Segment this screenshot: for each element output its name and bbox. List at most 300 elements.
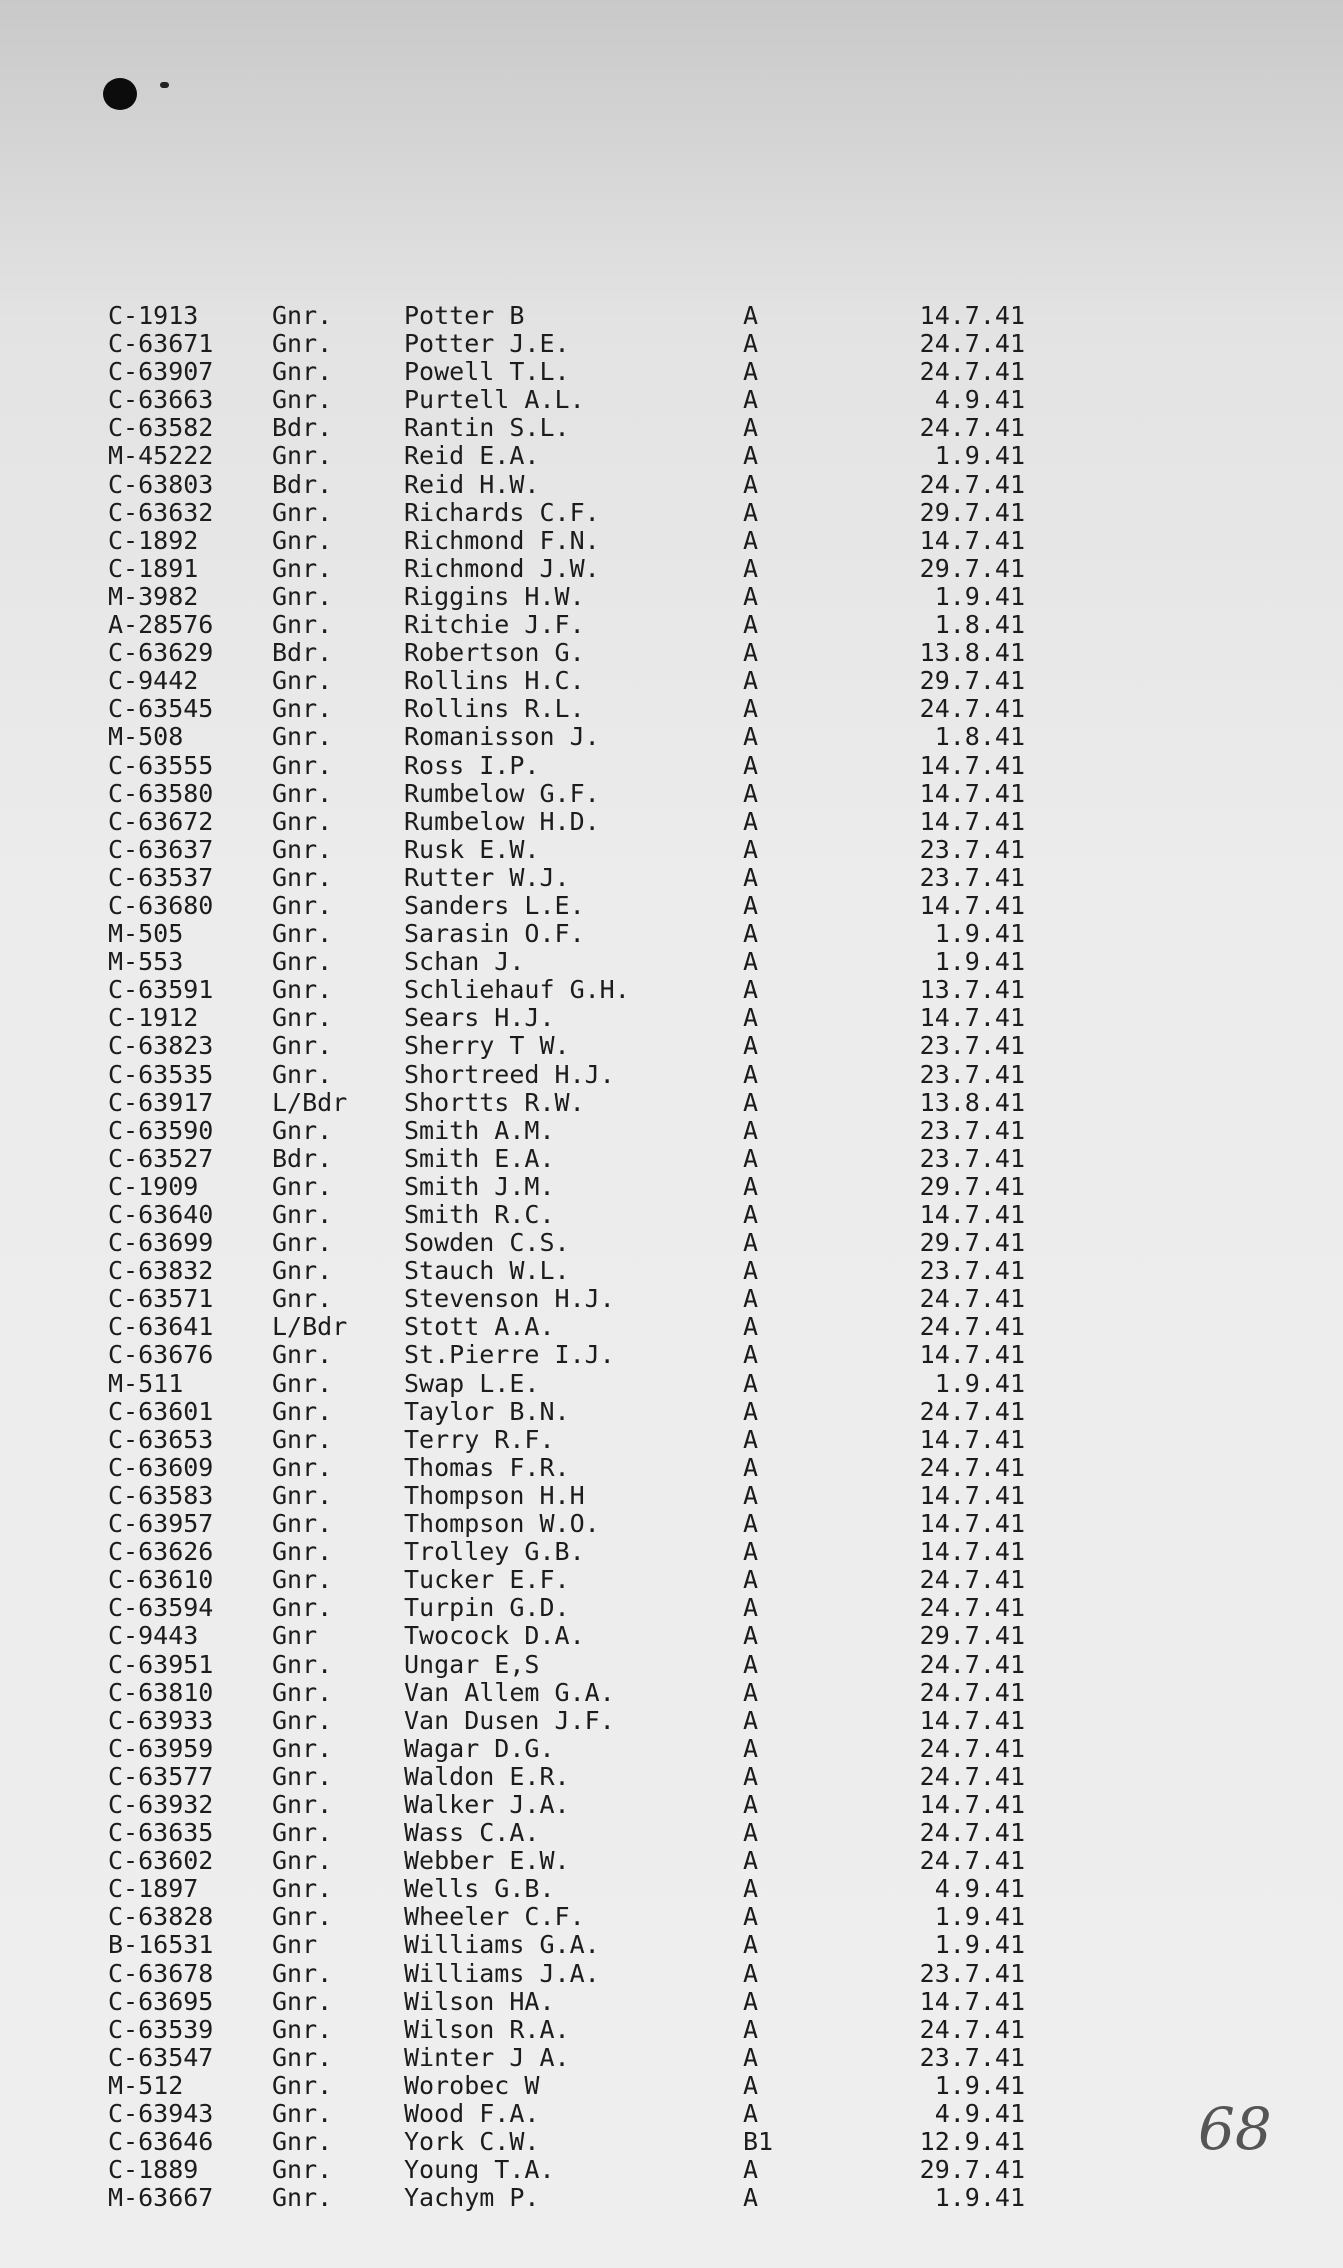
rank: Gnr. [272, 329, 333, 359]
table-row [0, 920, 1343, 948]
rank: Gnr. [272, 1171, 333, 1201]
service-number: C-9442 [108, 666, 199, 696]
service-number: M-45222 [108, 441, 214, 471]
table-row [0, 752, 1343, 780]
table-row [0, 864, 1343, 892]
table-row [0, 2128, 1343, 2156]
table-row [0, 892, 1343, 920]
rank: Gnr. [272, 862, 333, 892]
service-number: C-63601 [108, 1396, 214, 1426]
soldier-name: Sherry T W. [404, 1031, 570, 1061]
soldier-name: Tucker E.F. [404, 1565, 570, 1595]
date: 24.7.41 [919, 357, 1025, 387]
soldier-name: Richards C.F. [404, 497, 600, 527]
service-number: C-63699 [108, 1228, 214, 1258]
rank: Gnr. [272, 778, 333, 808]
soldier-name: Rumbelow H.D. [404, 806, 600, 836]
soldier-name: Sarasin O.F. [404, 919, 585, 949]
date: 29.7.41 [919, 666, 1025, 696]
soldier-name: Turpin G.D. [404, 1593, 570, 1623]
table-row [0, 1735, 1343, 1763]
status-code: A [743, 1509, 759, 1539]
service-number: C-63917 [108, 1087, 214, 1117]
table-row [0, 2100, 1343, 2128]
table-row [0, 1285, 1343, 1313]
date: 14.7.41 [919, 1340, 1025, 1370]
status-code: A [743, 553, 759, 583]
date: 14.7.41 [919, 1509, 1025, 1539]
rank: Gnr. [272, 666, 333, 696]
service-number: C-63823 [108, 1031, 214, 1061]
service-number: C-63907 [108, 357, 214, 387]
date: 23.7.41 [919, 1256, 1025, 1286]
date: 24.7.41 [919, 1312, 1025, 1342]
soldier-name: Reid E.A. [404, 441, 540, 471]
table-row [0, 695, 1343, 723]
date: 24.7.41 [919, 1818, 1025, 1848]
rank: Gnr. [272, 834, 333, 864]
service-number: C-63594 [108, 1593, 214, 1623]
table-row [0, 499, 1343, 527]
rank: Gnr. [272, 1228, 333, 1258]
service-number: C-63539 [108, 2014, 214, 2044]
table-row [0, 583, 1343, 611]
date: 13.8.41 [919, 638, 1025, 668]
status-code: A [743, 862, 759, 892]
table-row [0, 948, 1343, 976]
status-code: A [743, 1368, 759, 1398]
service-number: M-63667 [108, 2183, 214, 2213]
status-code: A [743, 301, 759, 330]
date: 23.7.41 [919, 1115, 1025, 1145]
service-number: C-63663 [108, 385, 214, 415]
rank: Gnr. [272, 1565, 333, 1595]
rank: Gnr [272, 1621, 318, 1651]
table-row [0, 1117, 1343, 1145]
rank: Gnr. [272, 2183, 333, 2213]
soldier-name: Swap L.E. [404, 1368, 540, 1398]
rank: Bdr. [272, 469, 333, 499]
table-row [0, 1313, 1343, 1341]
soldier-name: Richmond F.N. [404, 525, 600, 555]
service-number: C-1892 [108, 525, 199, 555]
status-code: A [743, 2155, 759, 2185]
date: 29.7.41 [919, 553, 1025, 583]
status-code: A [743, 1621, 759, 1651]
status-code: A [743, 1003, 759, 1033]
table-row [0, 780, 1343, 808]
date: 4.9.41 [934, 385, 1025, 415]
table-row [0, 386, 1343, 414]
rank: Gnr. [272, 301, 333, 330]
service-number: C-1909 [108, 1171, 199, 1201]
date: 24.7.41 [919, 2014, 1025, 2044]
service-number: C-63577 [108, 1761, 214, 1791]
table-row [0, 1847, 1343, 1875]
service-number: C-63571 [108, 1284, 214, 1314]
rank: Gnr. [272, 1733, 333, 1763]
table-row [0, 1173, 1343, 1201]
date: 23.7.41 [919, 1059, 1025, 1089]
soldier-name: Reid H.W. [404, 469, 540, 499]
date: 24.7.41 [919, 413, 1025, 443]
rank: Gnr. [272, 1705, 333, 1735]
table-row [0, 1004, 1343, 1032]
soldier-name: Walker J.A. [404, 1789, 570, 1819]
date: 13.7.41 [919, 975, 1025, 1005]
rank: Gnr. [272, 525, 333, 555]
table-row [0, 1819, 1343, 1847]
date: 24.7.41 [919, 1593, 1025, 1623]
soldier-name: Stevenson H.J. [404, 1284, 615, 1314]
table-row [0, 1566, 1343, 1594]
table-row [0, 2016, 1343, 2044]
table-row [0, 1707, 1343, 1735]
date: 1.9.41 [934, 581, 1025, 611]
service-number: C-63626 [108, 1537, 214, 1567]
rank: Bdr. [272, 638, 333, 668]
status-code: A [743, 1452, 759, 1482]
soldier-name: Webber E.W. [404, 1846, 570, 1876]
service-number: C-63590 [108, 1115, 214, 1145]
date: 24.7.41 [919, 329, 1025, 359]
rank: Gnr. [272, 1256, 333, 1286]
table-row [0, 2156, 1343, 2184]
table-row [0, 2184, 1343, 2212]
date: 29.7.41 [919, 1171, 1025, 1201]
table-row [0, 1960, 1343, 1988]
soldier-name: Schan J. [404, 947, 525, 977]
status-code: A [743, 1031, 759, 1061]
soldier-name: Wheeler C.F. [404, 1902, 585, 1932]
status-code: A [743, 919, 759, 949]
date: 24.7.41 [919, 1396, 1025, 1426]
service-number: C-63610 [108, 1565, 214, 1595]
date: 4.9.41 [934, 2099, 1025, 2128]
status-code: A [743, 469, 759, 499]
table-row [0, 302, 1343, 330]
status-code: A [743, 806, 759, 836]
date: 29.7.41 [919, 1621, 1025, 1651]
date: 24.7.41 [919, 1733, 1025, 1763]
service-number: M-553 [108, 947, 184, 977]
table-row [0, 1988, 1343, 2016]
service-number: C-1897 [108, 1874, 199, 1904]
status-code: A [743, 1087, 759, 1117]
table-row [0, 527, 1343, 555]
service-number: C-63555 [108, 750, 214, 780]
rank: Gnr. [272, 1818, 333, 1848]
date: 24.7.41 [919, 469, 1025, 499]
rank: Gnr. [272, 1537, 333, 1567]
rank: L/Bdr [272, 1312, 348, 1342]
table-row [0, 471, 1343, 499]
status-code: A [743, 1200, 759, 1229]
rank: Gnr. [272, 357, 333, 387]
punch-hole-mark [103, 78, 137, 110]
date: 1.9.41 [934, 1902, 1025, 1932]
soldier-name: Smith J.M. [404, 1171, 555, 1201]
rank: Gnr. [272, 1200, 333, 1229]
soldier-name: Terry R.F. [404, 1424, 555, 1454]
soldier-name: Robertson G. [404, 638, 585, 668]
date: 23.7.41 [919, 2042, 1025, 2072]
status-code: A [743, 2099, 759, 2128]
rank: Gnr. [272, 1396, 333, 1426]
status-code: A [743, 1396, 759, 1426]
soldier-name: Wood F.A. [404, 2099, 540, 2128]
status-code: A [743, 1733, 759, 1763]
soldier-name: Wass C.A. [404, 1818, 540, 1848]
status-code: A [743, 694, 759, 724]
rank: Gnr. [272, 1003, 333, 1033]
soldier-name: Williams G.A. [404, 1930, 600, 1960]
date: 14.7.41 [919, 1003, 1025, 1033]
service-number: C-63951 [108, 1649, 214, 1679]
soldier-name: Van Dusen J.F. [404, 1705, 615, 1735]
status-code: A [743, 947, 759, 977]
service-number: C-63609 [108, 1452, 214, 1482]
service-number: C-63653 [108, 1424, 214, 1454]
date: 24.7.41 [919, 1677, 1025, 1707]
status-code: A [743, 1565, 759, 1595]
soldier-name: Ritchie J.F. [404, 610, 585, 640]
date: 23.7.41 [919, 1958, 1025, 1988]
status-code: A [743, 834, 759, 864]
date: 1.9.41 [934, 919, 1025, 949]
service-number: C-1891 [108, 553, 199, 583]
soldier-name: Twocock D.A. [404, 1621, 585, 1651]
table-row [0, 414, 1343, 442]
soldier-name: Sowden C.S. [404, 1228, 570, 1258]
status-code: A [743, 1284, 759, 1314]
rank: Gnr. [272, 497, 333, 527]
soldier-name: Worobec W [404, 2070, 540, 2100]
service-number: C-9443 [108, 1621, 199, 1651]
rank: Bdr. [272, 1143, 333, 1173]
service-number: C-63545 [108, 694, 214, 724]
status-code: A [743, 1115, 759, 1145]
rank: Gnr. [272, 1902, 333, 1932]
date: 29.7.41 [919, 497, 1025, 527]
soldier-name: Rollins H.C. [404, 666, 585, 696]
date: 4.9.41 [934, 1874, 1025, 1904]
rank: Gnr. [272, 2042, 333, 2072]
table-row [0, 611, 1343, 639]
table-row [0, 1651, 1343, 1679]
service-number: C-63547 [108, 2042, 214, 2072]
date: 1.9.41 [934, 947, 1025, 977]
date: 14.7.41 [919, 750, 1025, 780]
table-row [0, 1229, 1343, 1257]
soldier-name: Stauch W.L. [404, 1256, 570, 1286]
status-code: A [743, 1480, 759, 1510]
date: 14.7.41 [919, 1789, 1025, 1819]
soldier-name: Wilson R.A. [404, 2014, 570, 2044]
status-code: A [743, 441, 759, 471]
service-number: C-1889 [108, 2155, 199, 2185]
table-row [0, 1089, 1343, 1117]
rank: Gnr. [272, 1846, 333, 1876]
service-number: C-63943 [108, 2099, 214, 2128]
rank: Gnr. [272, 1284, 333, 1314]
rank: Gnr. [272, 1958, 333, 1988]
date: 14.7.41 [919, 806, 1025, 836]
service-number: M-511 [108, 1368, 184, 1398]
rank: Gnr. [272, 947, 333, 977]
table-row [0, 1903, 1343, 1931]
rank: Gnr. [272, 722, 333, 752]
status-code: A [743, 890, 759, 920]
service-number: C-63680 [108, 890, 214, 920]
rank: Gnr. [272, 1340, 333, 1370]
rank: Gnr. [272, 919, 333, 949]
table-row [0, 555, 1343, 583]
date: 1.8.41 [934, 722, 1025, 752]
rank: Gnr. [272, 581, 333, 611]
status-code: A [743, 1874, 759, 1904]
table-row [0, 1763, 1343, 1791]
table-row [0, 639, 1343, 667]
status-code: A [743, 1228, 759, 1258]
soldier-name: Potter J.E. [404, 329, 570, 359]
soldier-name: York C.W. [404, 2127, 540, 2157]
rank: Gnr. [272, 1031, 333, 1061]
date: 24.7.41 [919, 694, 1025, 724]
soldier-name: Potter B [404, 301, 525, 330]
rank: Gnr. [272, 553, 333, 583]
status-code: A [743, 638, 759, 668]
rank: Gnr. [272, 1368, 333, 1398]
status-code: A [743, 1761, 759, 1791]
table-row [0, 330, 1343, 358]
status-code: A [743, 1705, 759, 1735]
date: 14.7.41 [919, 1537, 1025, 1567]
date: 24.7.41 [919, 1761, 1025, 1791]
rank: Gnr. [272, 750, 333, 780]
status-code: A [743, 357, 759, 387]
table-row [0, 976, 1343, 1004]
status-code: A [743, 2014, 759, 2044]
soldier-name: Wagar D.G. [404, 1733, 555, 1763]
soldier-name: Trolley G.B. [404, 1537, 585, 1567]
status-code: A [743, 610, 759, 640]
date: 23.7.41 [919, 1143, 1025, 1173]
table-row [0, 1622, 1343, 1650]
ink-speck [160, 82, 169, 88]
soldier-name: Winter J A. [404, 2042, 570, 2072]
status-code: A [743, 1846, 759, 1876]
service-number: C-63932 [108, 1789, 214, 1819]
status-code: A [743, 1677, 759, 1707]
status-code: A [743, 1986, 759, 2016]
service-number: B-16531 [108, 1930, 214, 1960]
soldier-name: Wilson HA. [404, 1986, 555, 2016]
soldier-name: Richmond J.W. [404, 553, 600, 583]
page-number: 68 [1198, 2095, 1272, 2163]
status-code: A [743, 1256, 759, 1286]
soldier-name: Shortts R.W. [404, 1087, 585, 1117]
rank: Gnr. [272, 1424, 333, 1454]
soldier-name: Sears H.J. [404, 1003, 555, 1033]
table-row [0, 667, 1343, 695]
soldier-name: Thompson H.H [404, 1480, 585, 1510]
date: 14.7.41 [919, 1986, 1025, 2016]
date: 23.7.41 [919, 1031, 1025, 1061]
table-row [0, 1679, 1343, 1707]
status-code: A [743, 1593, 759, 1623]
table-row [0, 358, 1343, 386]
table-row [0, 1510, 1343, 1538]
status-code: A [743, 1902, 759, 1932]
status-code: B1 [743, 2127, 774, 2157]
service-number: M-3982 [108, 581, 199, 611]
status-code: A [743, 2070, 759, 2100]
table-row [0, 1032, 1343, 1060]
rank: Gnr. [272, 806, 333, 836]
table-row [0, 1538, 1343, 1566]
status-code: A [743, 2183, 759, 2213]
rank: Gnr. [272, 2014, 333, 2044]
soldier-name: Smith E.A. [404, 1143, 555, 1173]
date: 14.7.41 [919, 1705, 1025, 1735]
status-code: A [743, 778, 759, 808]
soldier-name: Schliehauf G.H. [404, 975, 630, 1005]
soldier-name: Romanisson J. [404, 722, 600, 752]
service-number: C-63527 [108, 1143, 214, 1173]
status-code: A [743, 1537, 759, 1567]
soldier-name: Smith A.M. [404, 1115, 555, 1145]
service-number: C-63803 [108, 469, 214, 499]
date: 23.7.41 [919, 834, 1025, 864]
service-number: C-63695 [108, 1986, 214, 2016]
service-number: C-63582 [108, 413, 214, 443]
date: 29.7.41 [919, 2155, 1025, 2185]
soldier-name: Waldon E.R. [404, 1761, 570, 1791]
rank: Gnr. [272, 1115, 333, 1145]
service-number: C-63637 [108, 834, 214, 864]
rank: Gnr. [272, 385, 333, 415]
status-code: A [743, 1958, 759, 1988]
status-code: A [743, 750, 759, 780]
status-code: A [743, 666, 759, 696]
status-code: A [743, 329, 759, 359]
table-row [0, 1398, 1343, 1426]
date: 24.7.41 [919, 1284, 1025, 1314]
service-number: A-28576 [108, 610, 214, 640]
personnel-roster [0, 302, 1343, 2212]
date: 14.7.41 [919, 1480, 1025, 1510]
rank: Gnr. [272, 2155, 333, 2185]
date: 13.8.41 [919, 1087, 1025, 1117]
table-row [0, 1482, 1343, 1510]
status-code: A [743, 1059, 759, 1089]
date: 24.7.41 [919, 1649, 1025, 1679]
table-row [0, 2044, 1343, 2072]
status-code: A [743, 2042, 759, 2072]
service-number: C-63676 [108, 1340, 214, 1370]
service-number: C-63810 [108, 1677, 214, 1707]
date: 29.7.41 [919, 1228, 1025, 1258]
table-row [0, 723, 1343, 751]
table-row [0, 1341, 1343, 1369]
service-number: C-63828 [108, 1902, 214, 1932]
service-number: C-63535 [108, 1059, 214, 1089]
date: 14.7.41 [919, 301, 1025, 330]
service-number: M-512 [108, 2070, 184, 2100]
service-number: C-63580 [108, 778, 214, 808]
date: 24.7.41 [919, 1452, 1025, 1482]
